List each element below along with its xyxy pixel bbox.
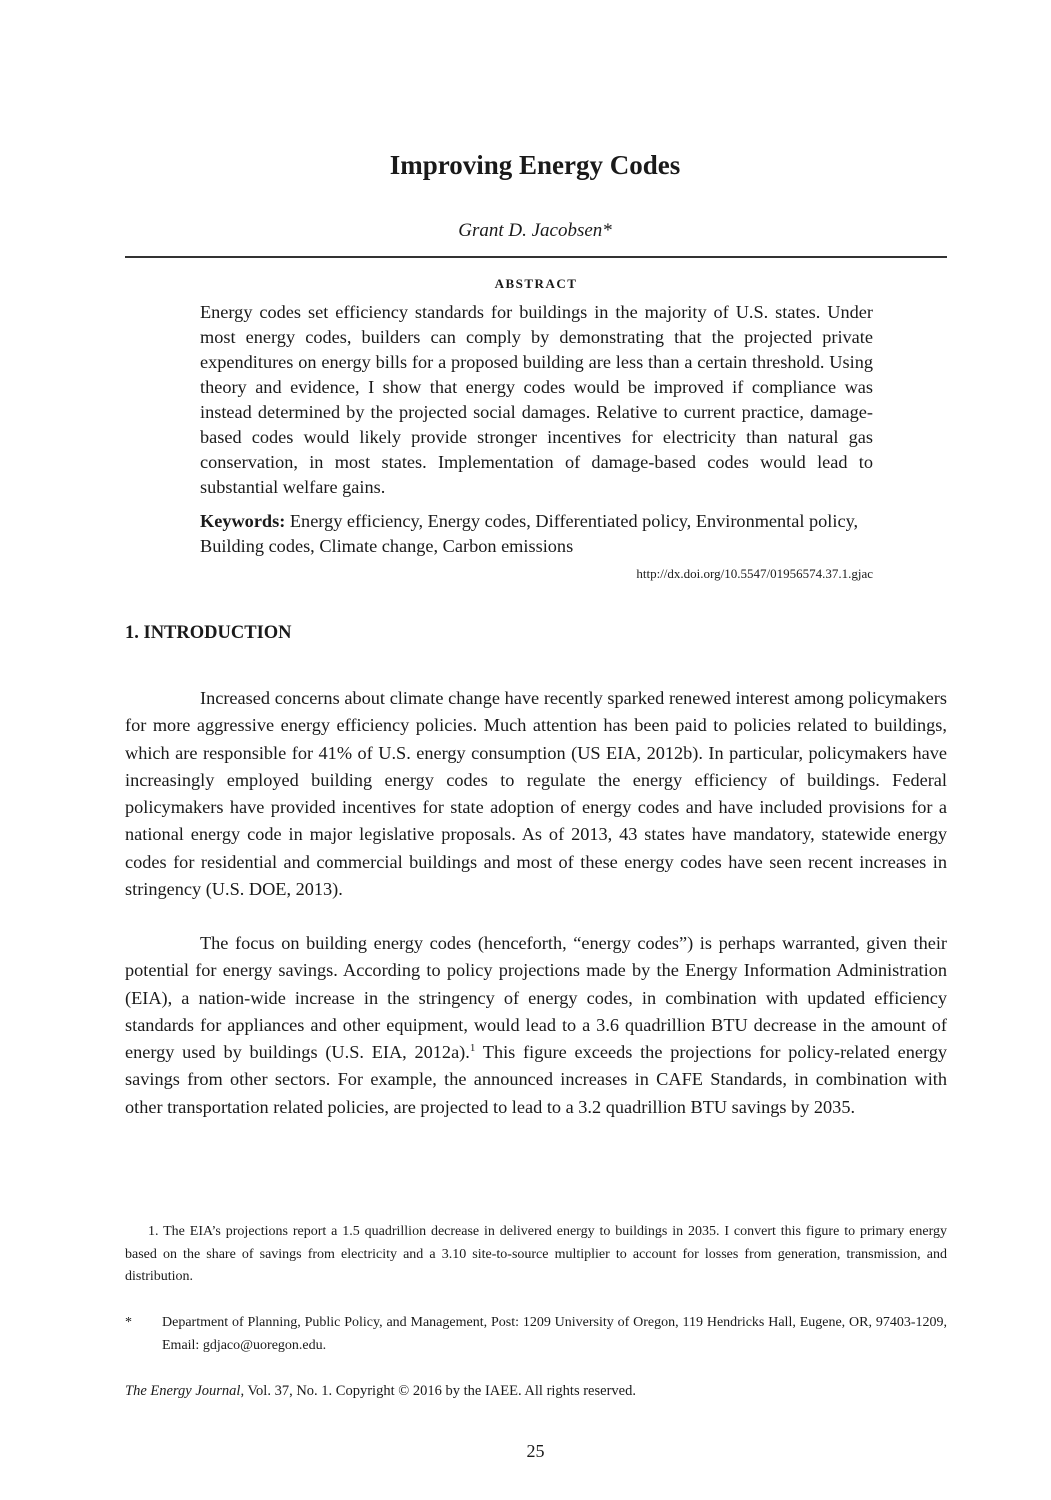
paragraph-2-text-b: This figure exceeds the projections for policy-related energy savings from other sectors. For example, the announced increases in CAFE Standards, in combination with other transportation related policies, are projected to lead to a 3.2 quadrillion BTU savings by 2035. (125, 1042, 947, 1117)
paper-title: Improving Energy Codes (389, 150, 681, 180)
journal-copyright: , Vol. 37, No. 1. Copyright © 2016 by the IAEE. All rights reserved. (240, 1383, 636, 1399)
abstract-heading: ABSTRACT (494, 276, 578, 291)
body-paragraph-2 (125, 930, 947, 1121)
author-affiliation (125, 1312, 947, 1357)
journal-citation (125, 1383, 636, 1400)
keywords-label: Keywords: (200, 511, 286, 531)
abstract-text: Energy codes set efficiency standards for buildings in the majority of U.S. states. Under most energy codes, builders can comply by demonstrating that the projected private expenditures on energy bills for a proposed building are less than a certain threshold. Using theory and evidence, I show that energy codes would be improved if compliance was instead determined by the projected social damages. Relative to current practice, damage-based codes would likely provide stronger incentives for electricity than natural gas conservation, in most states. Implementation of damage-based codes would lead to substantial welfare gains. (200, 302, 873, 497)
journal-name: The Energy Journal (125, 1383, 241, 1399)
paragraph-2-text-a: The focus on building energy codes (henceforth, “energy codes”) is perhaps warranted, given their potential for energy savings. According to policy projections made by the Energy Information Administration (EIA), a nation-wide increase in the stringency of energy codes, in combination with updated efficiency standards for appliances and other equipment, would lead to a 3.6 quadrillion BTU decrease in the amount of energy used by buildings (U.S. EIA, 2012a). (125, 933, 947, 1063)
doi-link[interactable]: http://dx.doi.org/10.5547/01956574.37.1.gjac (636, 566, 873, 581)
author-name: Grant D. Jacobsen* (458, 220, 612, 241)
title-divider (125, 256, 947, 258)
keywords-list: Energy efficiency, Energy codes, Differentiated policy, Environmental policy, Building codes, Climate change, Carbon emissions (200, 511, 859, 556)
page-number: 25 (526, 1441, 545, 1461)
affiliation-marker: * (125, 1315, 132, 1330)
section-heading-introduction: 1. INTRODUCTION (125, 623, 292, 643)
affiliation-text: Department of Planning, Public Policy, and Management, Post: 1209 University of Oregon, 119 Hendricks Hall, Eugene, OR, 97403-1209, Email: gdjaco@uoregon.edu. (162, 1315, 947, 1353)
keywords (200, 509, 873, 559)
footnote-1: 1. The EIA’s projections report a 1.5 quadrillion decrease in delivered energy to buildings in 2035. I convert this figure to primary energy based on the share of savings from electricity and a 3.10 site-to-source multiplier to account for losses from generation, transmission, and distribution. (125, 1224, 947, 1284)
footnote-reference-1[interactable]: 1 (469, 1042, 476, 1055)
body-paragraph-1: Increased concerns about climate change have recently sparked renewed interest among policymakers for more aggressive energy efficiency policies. Much attention has been paid to policies related to buildings, which are responsible for 41% of U.S. energy consumption (US EIA, 2012b). In particular, policymakers have increasingly employed building energy codes to regulate the energy efficiency of buildings. Federal policymakers have provided incentives for state adoption of energy codes and have included provisions for a national energy code in major legislative proposals. As of 2013, 43 states have mandatory, statewide energy codes for residential and commercial buildings and most of these energy codes have seen recent increases in stringency (U.S. DOE, 2013). (125, 688, 947, 900)
